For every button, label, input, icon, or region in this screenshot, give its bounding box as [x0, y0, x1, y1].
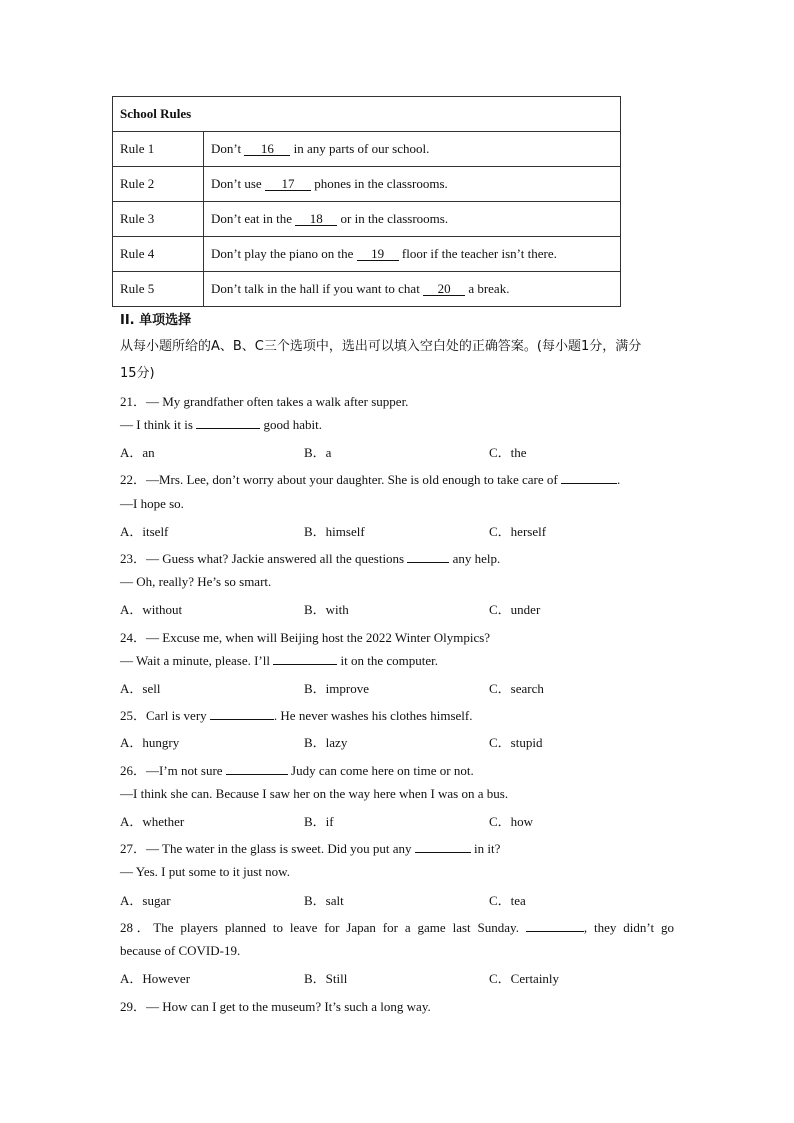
rule-blank: 19 — [357, 247, 399, 261]
option-c: C．herself — [489, 524, 547, 539]
school-rules-table — [112, 96, 621, 307]
rule-label: Rule 3 — [113, 202, 204, 237]
prompt-text: Judy can come here on time or not. — [287, 763, 474, 778]
rule-blank: 17 — [265, 177, 311, 191]
prompt-text: , they didn’t go — [583, 920, 674, 935]
option-b: B．a — [304, 445, 332, 460]
rule-blank: 18 — [295, 212, 337, 226]
rule-blank: 20 — [423, 282, 465, 296]
rule-blank: 16 — [244, 142, 290, 156]
option-a: A．whether — [120, 814, 185, 829]
question-21-reply — [120, 417, 322, 433]
option-b: B．if — [304, 814, 334, 829]
rule-label: Rule 5 — [113, 272, 204, 307]
table-title: School Rules — [113, 97, 621, 132]
answer-blank — [561, 472, 617, 484]
question-28-prompt-cont: because of COVID-19. — [120, 943, 241, 958]
question-27-reply: — Yes. I put some to it just now. — [120, 864, 290, 879]
rule-text — [204, 132, 621, 167]
question-24-reply — [120, 653, 438, 669]
rule-text-before: Don’t eat in the — [211, 211, 296, 226]
question-23-reply: — Oh, really? He’s so smart. — [120, 574, 272, 589]
rule-text-after: phones in the classrooms. — [310, 176, 448, 191]
option-a: A．without — [120, 602, 183, 617]
prompt-text: in it? — [470, 841, 501, 856]
option-b: B．himself — [304, 524, 365, 539]
option-c: C．stupid — [489, 735, 543, 750]
question-26-prompt — [120, 760, 474, 779]
rule-label: Rule 2 — [113, 167, 204, 202]
rule-text-after: a break. — [465, 281, 510, 296]
reply-text: — Wait a minute, please. I’ll — [120, 653, 274, 668]
question-23-prompt — [120, 548, 500, 567]
prompt-text: any help. — [449, 551, 501, 566]
section-instruction-cont: 15分) — [120, 366, 155, 381]
table-row — [113, 237, 621, 272]
option-b: B．improve — [304, 681, 369, 696]
rule-text — [204, 167, 621, 202]
option-c: C．tea — [489, 893, 526, 908]
option-c: C．search — [489, 681, 544, 696]
table-row — [113, 202, 621, 237]
prompt-text: 22．—Mrs. Lee, don’t worry about your daughter. She is old enough to take care of — [120, 472, 561, 487]
option-c: C．how — [489, 814, 534, 829]
section-heading: II. 单项选择 — [120, 313, 192, 328]
option-a: A．sell — [120, 681, 161, 696]
option-b: B．with — [304, 602, 349, 617]
prompt-text: 26．—I’m not sure — [120, 763, 226, 778]
option-b: B．Still — [304, 971, 348, 986]
question-25-prompt — [120, 705, 472, 724]
answer-blank — [196, 417, 260, 429]
question-27-prompt — [120, 838, 500, 857]
prompt-text: 27．— The water in the glass is sweet. Did you put any — [120, 841, 415, 856]
reply-text: it on the computer. — [337, 653, 438, 668]
option-a: A．an — [120, 445, 155, 460]
option-b: B．lazy — [304, 735, 348, 750]
rule-text — [204, 237, 621, 272]
reply-text: good habit. — [260, 417, 322, 432]
reply-text: — I think it is — [120, 417, 197, 432]
rule-text-after: floor if the teacher isn’t there. — [398, 246, 557, 261]
question-22-reply: —I hope so. — [120, 496, 184, 511]
option-b: B．salt — [304, 893, 344, 908]
section-instruction: 从每小题所给的A、B、C三个选项中，选出可以填入空白处的正确答案。(每小题1分，满分 — [120, 339, 642, 354]
answer-blank — [407, 551, 449, 563]
prompt-text: . — [616, 472, 621, 487]
rule-label: Rule 4 — [113, 237, 204, 272]
answer-blank — [415, 841, 471, 853]
question-21-prompt: 21．— My grandfather often takes a walk after supper. — [120, 394, 409, 409]
rule-text-before: Don’t use — [211, 176, 265, 191]
option-a: A．sugar — [120, 893, 171, 908]
prompt-text: 23．— Guess what? Jackie answered all the questions — [120, 551, 408, 566]
question-28-prompt — [120, 917, 674, 936]
option-a: A．hungry — [120, 735, 180, 750]
question-22-prompt — [120, 469, 620, 488]
rule-text-before: Don’t play the piano on the — [211, 246, 357, 261]
prompt-text: 28．The players planned to leave for Japan for a game last Sunday. — [120, 920, 526, 935]
table-row — [113, 272, 621, 307]
answer-blank — [226, 763, 288, 775]
option-c: C．Certainly — [489, 971, 560, 986]
rule-text-before: Don’t talk in the hall if you want to chat — [211, 281, 424, 296]
question-24-prompt: 24．— Excuse me, when will Beijing host the 2022 Winter Olympics? — [120, 630, 491, 645]
prompt-text: . He never washes his clothes himself. — [273, 708, 473, 723]
answer-blank — [526, 920, 584, 932]
rule-label: Rule 1 — [113, 132, 204, 167]
prompt-text: 25．Carl is very — [120, 708, 210, 723]
rule-text-before: Don’t — [211, 141, 245, 156]
answer-blank — [210, 708, 274, 720]
rule-text — [204, 272, 621, 307]
option-a: A．itself — [120, 524, 169, 539]
table-header-row — [113, 97, 621, 132]
option-c: C．the — [489, 445, 527, 460]
answer-blank — [273, 653, 337, 665]
option-c: C．under — [489, 602, 541, 617]
question-29-prompt: 29．— How can I get to the museum? It’s such a long way. — [120, 999, 431, 1014]
table-row — [113, 167, 621, 202]
rule-text-after: in any parts of our school. — [290, 141, 430, 156]
table-row — [113, 132, 621, 167]
rule-text-after: or in the classrooms. — [337, 211, 449, 226]
question-26-reply: —I think she can. Because I saw her on the way here when I was on a bus. — [120, 786, 509, 801]
option-a: A．However — [120, 971, 191, 986]
rule-text — [204, 202, 621, 237]
